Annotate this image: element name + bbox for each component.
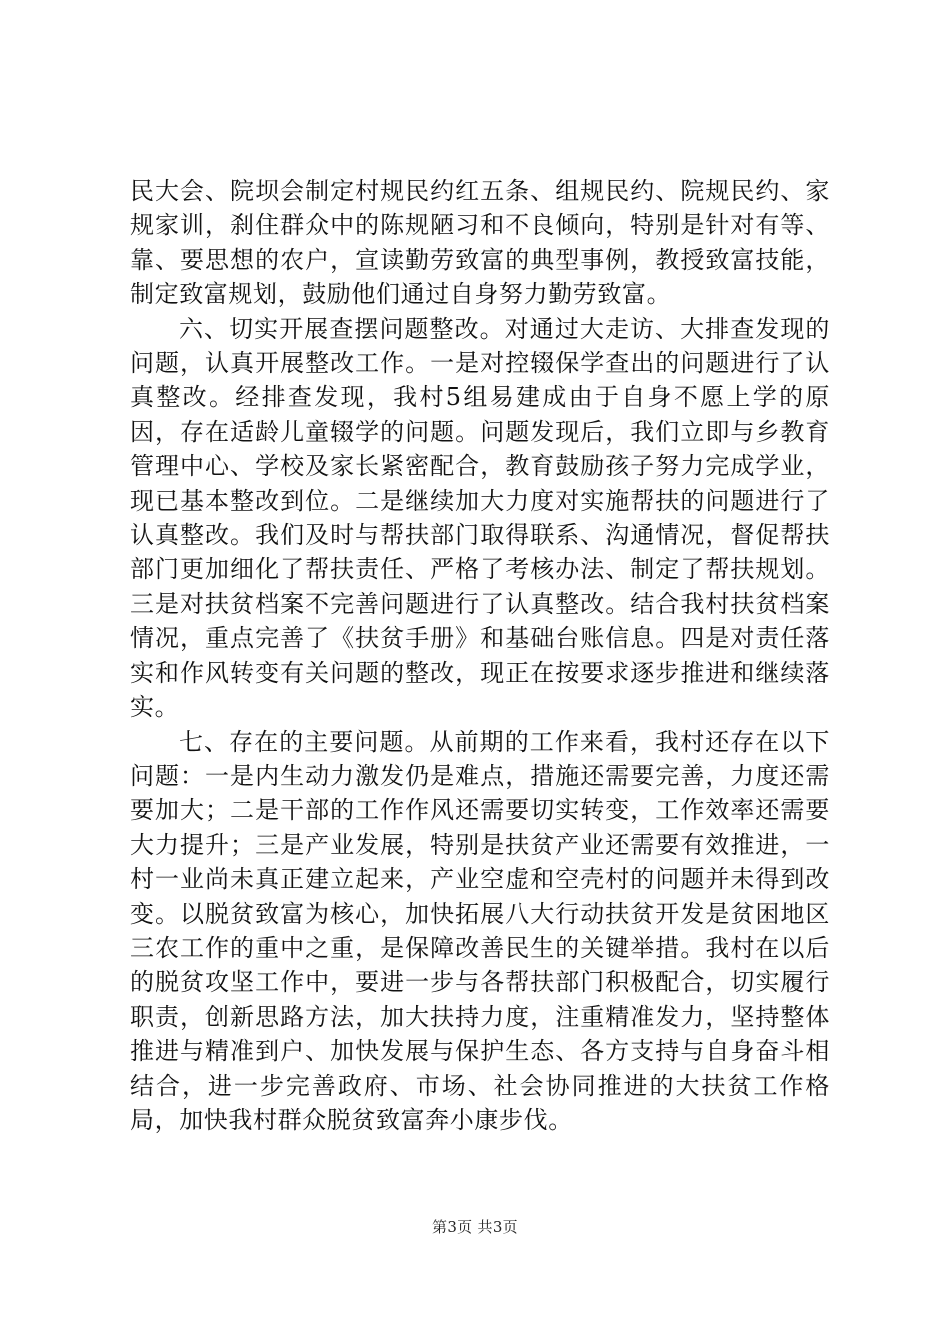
paragraph-section-seven: 七、存在的主要问题。从前期的工作来看，我村还存在以下问题：一是内生动力激发仍是难点，措施还需要完善，力度还需要加大；二是干部的工作作风还需要切实转变，工作效率还需要大力提升；三是产业发展，特别是扶贫产业还需要有效推进，一村一业尚未真正建立起来，产业空虚和空壳村的问题并未得到改变。以脱贫致富为核心，加快拓展八大行动扶贫开发是贫困地区三农工作的重中之重，是保障改善民生的关键举措。我村在以后的脱贫攻坚工作中，要进一步与各帮扶部门积极配合，切实履行职责，创新思路方法，加大扶持力度，注重精准发力，坚持整体推进与精准到户、加快发展与保护生态、各方支持与自身奋斗相结合，进一步完善政府、市场、社会协同推进的大扶贫工作格局，加快我村群众脱贫致富奔小康步伐。 (130, 727, 830, 1134)
page-number-label: 第3页 共3页 (432, 1218, 518, 1236)
document-body (130, 174, 830, 1137)
paragraph-continuation: 民大会、院坝会制定村规民约红五条、组规民约、院规民约、家规家训，刹住群众中的陈规陋习和不良倾向，特别是针对有等、靠、要思想的农户，宣读勤劳致富的典型事例，教授致富技能，制定致富规划，鼓励他们通过自身努力勤劳致富。 (130, 177, 830, 309)
paragraph-section-six: 六、切实开展查摆问题整改。对通过大走访、大排查发现的问题，认真开展整改工作。一是对控辍保学查出的问题进行了认真整改。经排查发现，我村5组易建成由于自身不愿上学的原因，存在适龄儿童辍学的问题。问题发现后，我们立即与乡教育管理中心、学校及家长紧密配合，教育鼓励孩子努力完成学业，现已基本整改到位。二是继续加大力度对实施帮扶的问题进行了认真整改。我们及时与帮扶部门取得联系、沟通情况，督促帮扶部门更加细化了帮扶责任、严格了考核办法、制定了帮扶规划。三是对扶贫档案不完善问题进行了认真整改。结合我村扶贫档案情况，重点完善了《扶贫手册》和基础台账信息。四是对责任落实和作风转变有关问题的整改，现正在按要求逐步推进和继续落实。 (130, 314, 830, 722)
page-footer (0, 1216, 950, 1237)
